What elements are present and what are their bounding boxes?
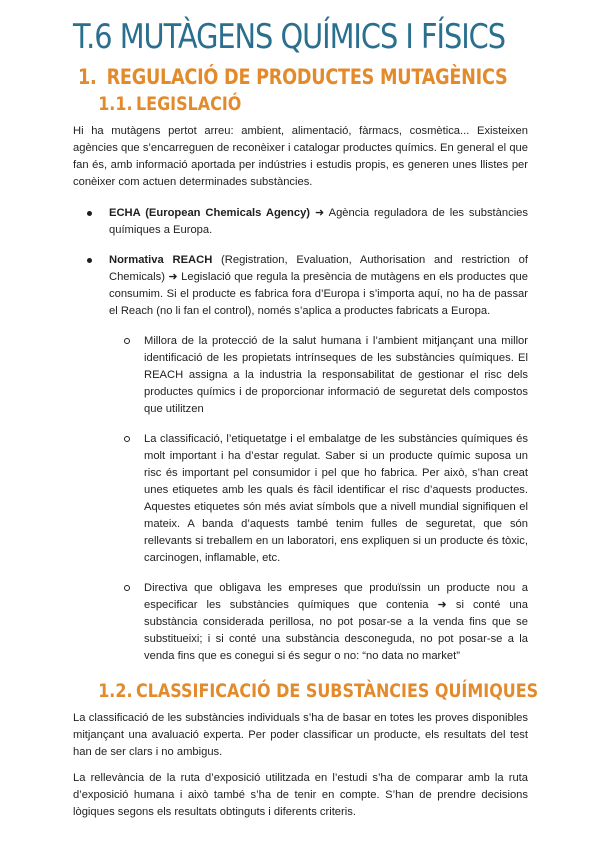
subsection-number: 1.2. [98,680,133,702]
sub-bullet-item: Directiva que obligava les empreses que produïssin un producte nou a especificar les substàncies químiques que contenia ➜ si conté una substància considerada perillosa, no pot posar-se a la venda fins que se substitueixi; i si conté una substància desconeguda, no pot posar-se a la venda fins que es conegui si és segur o no: “no data no market” [144,580,528,665]
page-title: T.6 MUTÀGENS QUÍMICS I FÍSICS [73,17,506,56]
bullet-term: ECHA (European Chemicals Agency) [109,207,311,219]
intro-paragraph: Hi ha mutàgens pertot arreu: ambient, alimentació, fàrmacs, cosmètica... Existeixen agències que s’encarreguen de reconèixer i catalogar productes químics. En general el que fan és, amb informació aportada per indústries i estudis propis, es generen unes llistes per conèixer com actuen determinades substàncies. [73,125,528,188]
bullet-text: ➜ Agència reguladora de les substàncies químiques a Europa. [109,207,528,236]
subsection-heading-1-1 [73,91,455,117]
classification-paragraph: La classificació de les substàncies individuals s’ha de basar en totes les proves disponibles mitjançant una avaluació experta. Per poder classificar un producte, els resultats del test han de ser clars i no ambigus. [73,712,528,758]
bullet-echa [109,205,528,239]
bullet-reach [109,252,528,665]
bullet-list [73,205,528,665]
exposure-paragraph: La rellevància de la ruta d’exposició utilitzada en l’estudi s’ha de comparar amb la ruta d’exposició humana i això també s’ha de tenir en compte. S’han de prendre decisions lògiques segons els resultats obtinguts i diferents criteris. [73,772,528,818]
subsection-heading-1-2 [73,678,539,704]
sub-bullet-item: La classificació, l’etiquetatge i el embalatge de les substàncies químiques és molt important i ha d’estar regulat. Saber si un producte químic suposa un risc és important pel consumidor i pel que ho fabrica. Per això, s’han creat unes etiquetes amb les quals és fàcil identificar el risc d’aquests productes. Aquestes etiquetes són més aviat símbols que a nivell mundial signifiquen el mateix. A banda d’aquests també tenim fulles de seguretat, que són rellevants si treballem en un laboratori, ens expliquen si un producte és tòxic, carcinogen, inflamable, etc. [144,431,528,567]
subsection-title: CLASSIFICACIÓ DE SUBSTÀNCIES QUÍMIQUES [136,680,539,702]
section-heading-1 [73,63,508,91]
bullet-term: Normativa REACH [109,254,213,266]
sub-bullet-item: Millora de la protecció de la salut humana i l’ambient mitjançant una millor identificació de les propietats intrínseques de les substàncies químiques. El REACH assigna a la industria la responsabilitat de gestionar el risc dels productes químics i de proporcionar informació de seguretat dels compostos que utilitzen [144,333,528,418]
subsection-number: 1.1. [98,93,133,115]
bullet-text: (Registration, Evaluation, Authorisation and restriction of Chemicals) ➜ Legislació que regula la presència de mutàgens en els productes que consumim. Si el producte es fabrica fora d’Europa i s’importa aquí, no ha de passar el Reach (no li fan el control), només s’aplica a productes fabricats a Europa. [109,254,529,317]
subsection-title: LEGISLACIÓ [136,93,242,115]
section-title: REGULACIÓ DE PRODUCTES MUTAGÈNICS [106,65,508,89]
sub-bullet-list [109,333,528,665]
section-number: 1. [78,65,97,89]
